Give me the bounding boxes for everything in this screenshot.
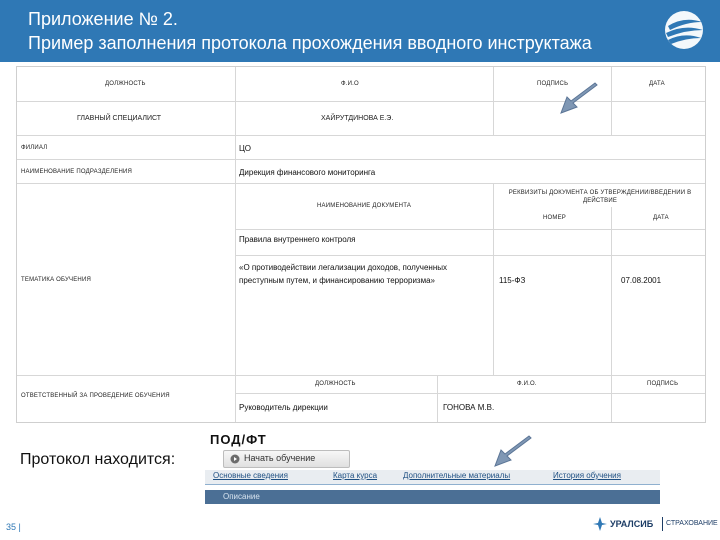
division-value: Дирекция финансового мониторинга — [239, 168, 376, 177]
col-fio-header: Ф.И.О — [341, 81, 359, 87]
doc2-number: 115-ФЗ — [499, 276, 526, 285]
brand-mark-icon — [592, 516, 608, 532]
divider — [17, 159, 705, 160]
col-signature-header: ПОДПИСЬ — [537, 81, 569, 87]
doc-number-header: НОМЕР — [543, 215, 567, 221]
divider — [17, 183, 705, 184]
doc2-name-line2: преступным путем, и финансированию терроризма» — [239, 276, 435, 285]
brand-logo — [592, 514, 718, 534]
course-tabs — [205, 470, 660, 485]
divider — [611, 207, 612, 375]
start-training-button[interactable] — [223, 450, 350, 468]
doc1-name: Правила внутреннего контроля — [239, 235, 356, 244]
division-label: НАИМЕНОВАНИЕ ПОДРАЗДЕЛЕНИЯ — [21, 169, 133, 175]
topic-label: ТЕМАТИКА ОБУЧЕНИЯ — [21, 277, 91, 283]
play-icon — [230, 454, 240, 464]
divider — [437, 375, 438, 422]
slide-title-line2: Пример заполнения протокола прохождения вводного инструктажа — [28, 33, 592, 53]
slide-header — [0, 0, 720, 62]
resp-fio-header: Ф.И.О. — [517, 381, 537, 387]
brand-name: УРАЛСИБ — [610, 519, 654, 529]
divider — [17, 101, 705, 102]
resp-position-header: ДОЛЖНОСТЬ — [315, 381, 356, 387]
divider — [235, 393, 705, 394]
col-date-header: ДАТА — [649, 81, 665, 87]
course-title: ПОД/ФТ — [210, 432, 267, 447]
start-training-label: Начать обучение — [244, 453, 316, 463]
protocol-location-label: Протокол находится: — [20, 451, 176, 468]
divider — [17, 135, 705, 136]
position-value: ГЛАВНЫЙ СПЕЦИАЛИСТ — [77, 115, 162, 122]
description-bar — [205, 490, 660, 504]
divider — [235, 229, 705, 230]
divider — [493, 67, 494, 135]
tab-course-map[interactable]: Карта курса — [333, 471, 378, 480]
doc-name-header: НАИМЕНОВАНИЕ ДОКУМЕНТА — [317, 203, 412, 209]
resp-label: ОТВЕТСТВЕННЫЙ ЗА ПРОВЕДЕНИЕ ОБУЧЕНИЯ — [21, 393, 170, 399]
doc-date-header: ДАТА — [653, 215, 669, 221]
divider — [17, 375, 705, 376]
resp-fio-value: ГОНОВА М.В. — [443, 403, 495, 412]
tab-additional-materials[interactable]: Дополнительные материалы — [403, 471, 511, 480]
resp-position-value: Руководитель дирекции — [239, 403, 328, 412]
lms-screenshot — [205, 430, 660, 512]
divider — [493, 183, 494, 375]
pointer-arrow-icon — [557, 81, 601, 117]
branch-label: ФИЛИАЛ — [21, 145, 48, 151]
brand-suffix: СТРАХОВАНИЕ — [666, 520, 718, 527]
tab-main-info[interactable]: Основные сведения — [213, 471, 288, 480]
description-label: Описание — [223, 492, 260, 501]
doc-requisites-header: РЕКВИЗИТЫ ДОКУМЕНТА ОБ УТВЕРЖДЕНИИ/ВВЕДЕНИИ В ДЕЙСТВИЕ — [508, 190, 692, 204]
slide-title-line1: Приложение № 2. — [28, 9, 178, 29]
divider — [611, 67, 612, 135]
company-logo-icon — [660, 8, 708, 52]
divider — [235, 67, 236, 422]
protocol-form — [16, 66, 706, 423]
doc2-name-line1: «О противодействии легализации доходов, полученных — [239, 263, 447, 272]
col-position-header: ДОЛЖНОСТЬ — [105, 81, 146, 87]
brand-divider — [662, 517, 663, 531]
doc2-date: 07.08.2001 — [621, 276, 662, 285]
resp-signature-header: ПОДПИСЬ — [647, 381, 679, 387]
page-number: 35 | — [6, 522, 21, 532]
branch-value: ЦО — [239, 144, 251, 153]
divider — [611, 375, 612, 422]
divider — [235, 255, 705, 256]
fio-value: ХАЙРУТДИНОВА Е.Э. — [321, 115, 394, 122]
tab-training-history[interactable]: История обучения — [553, 471, 621, 480]
pointer-arrow-icon — [491, 434, 535, 470]
